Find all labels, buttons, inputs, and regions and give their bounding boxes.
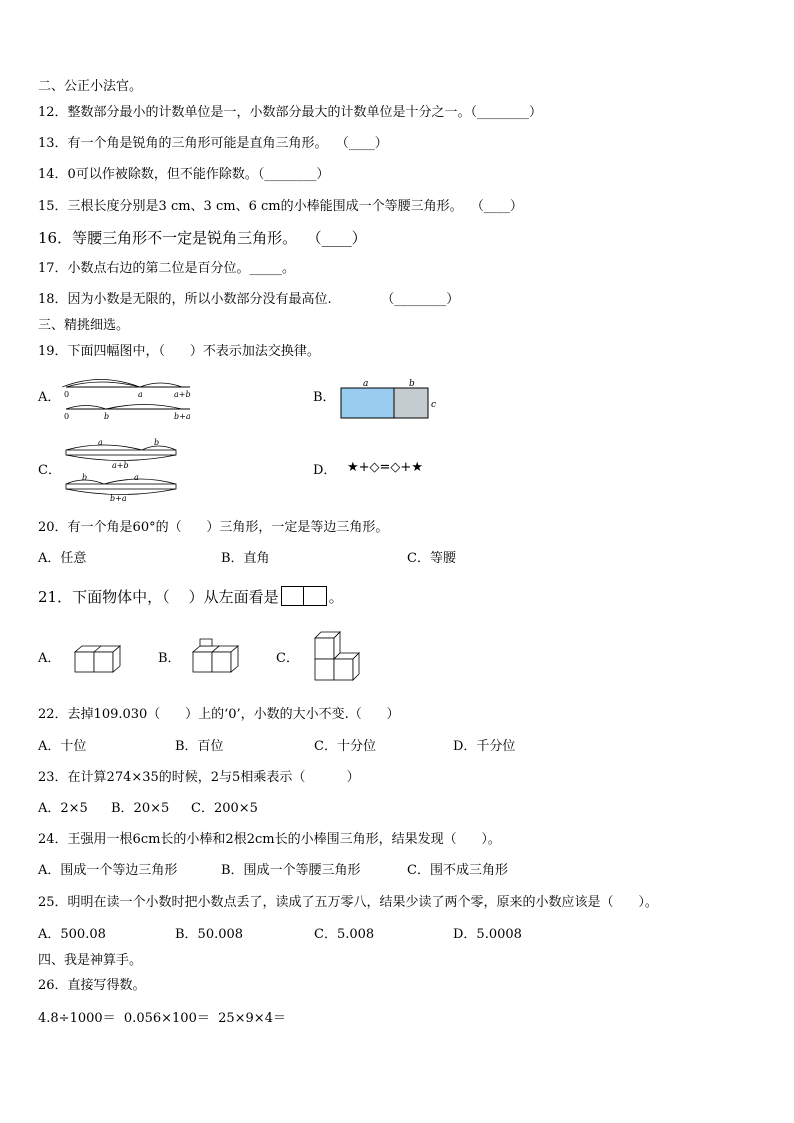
q21-stem: 21．下面物体中，（ ）从左面看是 [38, 588, 279, 606]
q24-option-b: B．围成一个等腰三角形 [221, 863, 361, 878]
fig-a-label-b: b [104, 412, 110, 421]
q20-option-c: C．等腰 [407, 551, 456, 566]
q19-option-b-label: B． [313, 390, 336, 405]
question-23: 23．在计算274×35的时候，2与5相乘表示（ ） [38, 770, 360, 785]
q23-option-b: B．20×5 [111, 801, 170, 816]
q19-bar-figure-c [62, 436, 184, 502]
q24-option-a: A．围成一个等边三角形 [38, 863, 178, 878]
question-12: 12．整数部分最小的计数单位是一，小数部分最大的计数单位是十分之一。（________） [38, 105, 543, 120]
question-24: 24．王强用一根6cm长的小棒和2根2cm长的小棒围三角形，结果发现（ ）。 [38, 832, 501, 847]
q20-option-b: B．直角 [221, 551, 270, 566]
question-14: 14．0可以作被除数，但不能作除数。（________） [38, 167, 330, 182]
fig-a-label-a: a [138, 390, 143, 399]
section-heading-2: 二、公正小法官。 [38, 79, 143, 94]
q23-option-c: C．200×5 [191, 801, 258, 816]
q19-option-d-label: D． [313, 463, 337, 478]
q19-number-line-figure-a [62, 376, 194, 424]
q20-option-a: A．任意 [38, 551, 87, 566]
question-22: 22．去掉109.030（ ）上的‘0’，小数的大小不变.（ ） [38, 707, 400, 722]
question-21 [38, 586, 344, 606]
question-25: 25．明明在读一个小数时把小数点丢了，读成了五万零八，结果少读了两个零，原来的小数应该是（ ）。 [38, 895, 658, 910]
q19-symbol-equation-d: ★+◇=◇+★ [347, 460, 423, 475]
fig-c-label-b-bottom: b [82, 473, 88, 482]
question-15: 15．三根长度分别是3 cm、3 cm、6 cm的小棒能围成一个等腰三角形。 （____） [38, 199, 523, 214]
q25-option-b: B．50.008 [175, 927, 244, 942]
q21-option-c-label: C． [276, 651, 299, 666]
fig-a-label-0: 0 [64, 390, 70, 399]
q23-option-a: A．2×5 [38, 801, 88, 816]
section-heading-4: 四、我是神算手。 [38, 953, 143, 968]
cube-l-shape-figure-c [310, 630, 364, 684]
fig-b-label-b: b [409, 379, 415, 389]
q19-rectangle-figure-b [336, 376, 446, 420]
fig-c-label-a-bottom: a [134, 473, 139, 482]
q25-option-c: C．5.008 [314, 927, 375, 942]
question-19: 19．下面四幅图中，（ ）不表示加法交换律。 [38, 344, 320, 359]
q21-stem-end: 。 [328, 588, 344, 606]
question-26: 26．直接写得数。 [38, 978, 146, 993]
q26-expressions: 4.8÷1000＝ 0.056×100＝ 25×9×4＝ [38, 1011, 286, 1026]
q25-option-d: D．5.0008 [453, 927, 522, 942]
question-18: 18．因为小数是无限的，所以小数部分没有最高位. （________） [38, 292, 460, 307]
q21-option-b-label: B． [158, 651, 181, 666]
q19-option-c-label: C． [38, 463, 61, 478]
q22-option-b: B．百位 [175, 739, 224, 754]
q25-option-a: A．500.08 [38, 927, 106, 942]
fig-b-label-a: a [363, 379, 369, 389]
q22-option-a: A．十位 [38, 739, 87, 754]
q22-option-d: D．千分位 [453, 739, 516, 754]
fig-c-label-b-top: b [154, 438, 160, 447]
fig-a-label-a-plus-b: a+b [174, 390, 191, 399]
question-20: 20．有一个角是60°的（ ）三角形，一定是等边三角形。 [38, 520, 389, 535]
fig-a-label-0b: 0 [64, 412, 70, 421]
q19-option-a-label: A． [38, 390, 61, 405]
fig-c-label-b-plus-a: b+a [110, 494, 127, 502]
fig-a-label-b-plus-a: b+a [174, 412, 191, 421]
q22-option-c: C．十分位 [314, 739, 376, 754]
fig-c-label-a-top: a [98, 438, 103, 447]
q21-option-a-label: A． [38, 651, 61, 666]
question-16: 16．等腰三角形不一定是锐角三角形。 （____） [38, 229, 367, 247]
q24-option-c: C．围不成三角形 [407, 863, 508, 878]
question-13: 13．有一个角是锐角的三角形可能是直角三角形。 （____） [38, 136, 388, 151]
cube-pair-figure-a [72, 642, 124, 676]
section-heading-3: 三、精挑细选。 [38, 318, 130, 333]
fig-b-label-c: c [431, 400, 437, 410]
cube-stack-figure-b [188, 638, 242, 678]
fig-c-label-a-plus-b: a+b [112, 461, 129, 470]
question-17: 17．小数点右边的第二位是百分位。_____。 [38, 261, 296, 276]
two-squares-view-icon [281, 586, 327, 606]
